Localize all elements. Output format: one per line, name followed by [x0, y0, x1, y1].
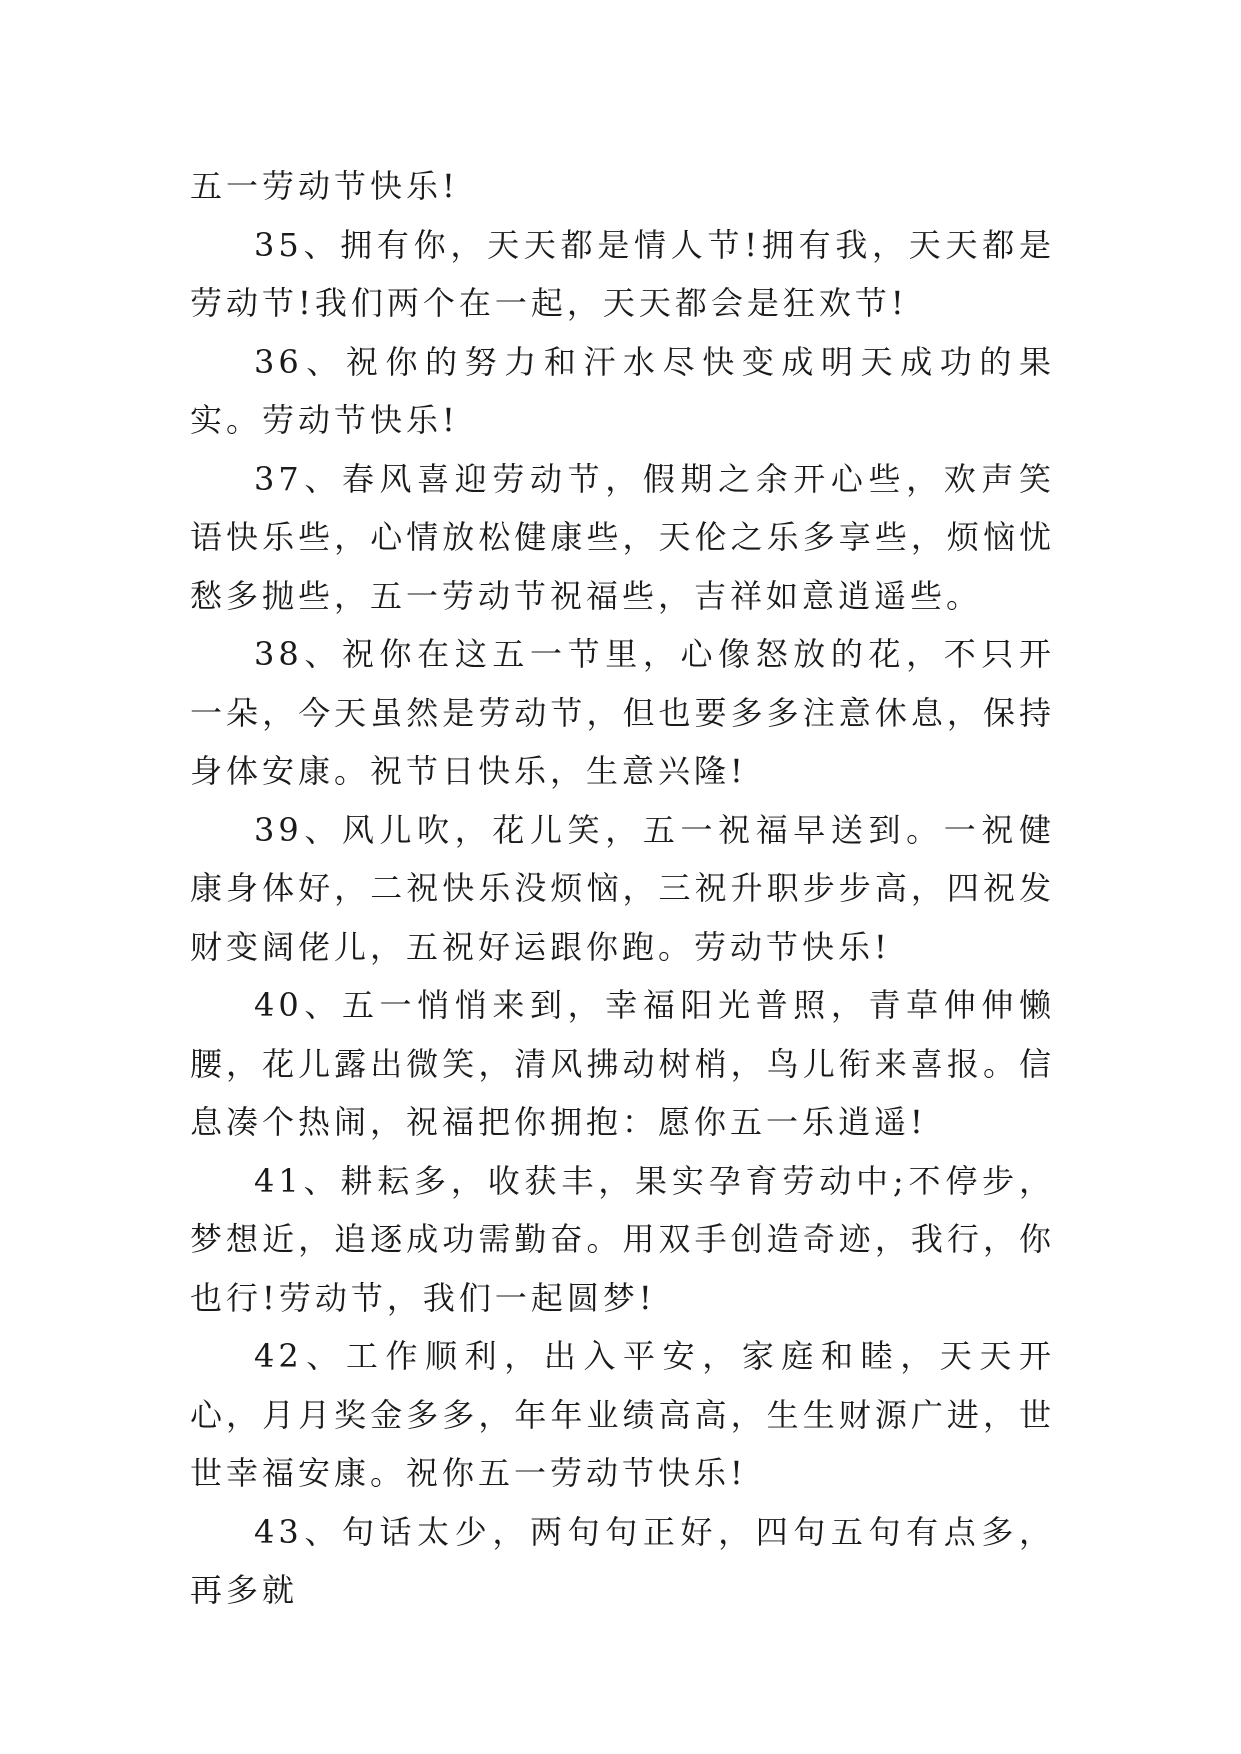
paragraph-42: 42、工作顺利，出入平安，家庭和睦，天天开心，月月奖金多多，年年业绩高高，生生财源广进，世世幸福安康。祝你五一劳动节快乐! — [190, 1337, 1055, 1492]
paragraph-40: 40、五一悄悄来到，幸福阳光普照，青草伸伸懒腰，花儿露出微笑，清风拂动树梢，鸟儿衔来喜报。信息凑个热闹，祝福把你拥抱：愿你五一乐逍遥! — [190, 986, 1055, 1141]
paragraph-36: 36、祝你的努力和汗水尽快变成明天成功的果实。劳动节快乐! — [190, 342, 1055, 439]
paragraph-37: 37、春风喜迎劳动节，假期之余开心些，欢声笑语快乐些，心情放松健康些，天伦之乐多享些，烦恼忧愁多抛些，五一劳动节祝福些，吉祥如意逍遥些。 — [190, 459, 1055, 615]
paragraph-39: 39、风儿吹，花儿笑，五一祝福早送到。一祝健康身体好，二祝快乐没烦恼，三祝升职步步高，四祝发财变阔佬儿，五祝好运跟你跑。劳动节快乐! — [190, 810, 1055, 966]
document-body — [190, 157, 1055, 1620]
paragraph-35: 35、拥有你，天天都是情人节!拥有我，天天都是劳动节!我们两个在一起，天天都会是狂欢节! — [190, 225, 1055, 322]
paragraph-43: 43、句话太少，两句句正好，四句五句有点多，再多就 — [190, 1512, 1055, 1609]
paragraph-continuation: 五一劳动节快乐! — [190, 167, 459, 205]
paragraph-38: 38、祝你在这五一节里，心像怒放的花，不只开一朵，今天虽然是劳动节，但也要多多注意休息，保持身体安康。祝节日快乐，生意兴隆! — [190, 635, 1055, 790]
paragraph-41: 41、耕耘多，收获丰，果实孕育劳动中;不停步，梦想近，追逐成功需勤奋。用双手创造奇迹，我行，你也行!劳动节，我们一起圆梦! — [190, 1161, 1055, 1317]
